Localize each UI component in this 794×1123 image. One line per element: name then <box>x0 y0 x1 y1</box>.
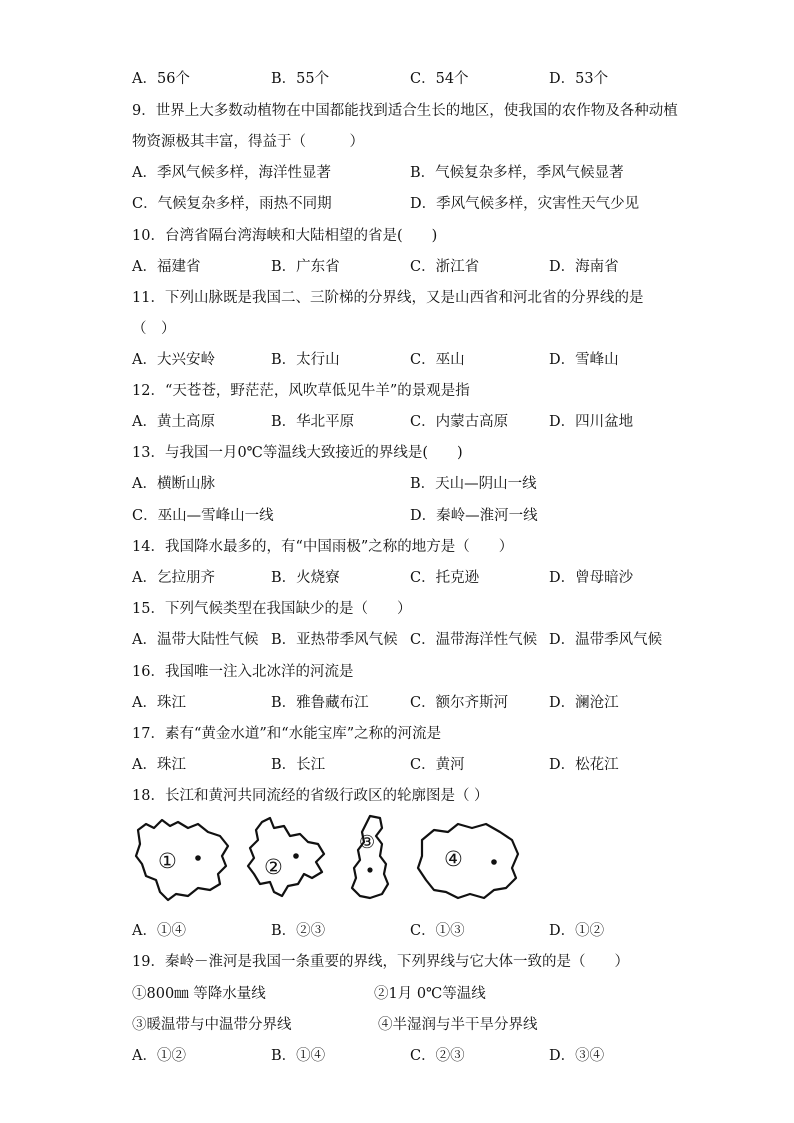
q9-option-a[interactable]: A．季风气候多样，海洋性显著 <box>132 165 331 181</box>
q19-item-4: ④半湿润与半干旱分界线 <box>378 1017 538 1033</box>
q10-option-a[interactable]: A．福建省 <box>132 259 201 275</box>
q16-options <box>132 691 692 711</box>
q18-option-d[interactable]: D．①② <box>549 923 605 939</box>
q14-stem: 14．我国降水最多的，有“中国雨极”之称的地方是（ ） <box>132 539 514 555</box>
q9-option-b[interactable]: B．气候复杂多样，季风气候显著 <box>410 165 624 181</box>
q13-options-row2 <box>132 504 692 524</box>
q8-option-c[interactable]: C．54个 <box>410 71 469 87</box>
q10-option-d[interactable]: D．海南省 <box>549 259 619 275</box>
q19-option-d[interactable]: D．③④ <box>549 1048 605 1064</box>
q19-option-b[interactable]: B．①④ <box>271 1048 326 1064</box>
province-map-4-label: ④ <box>444 847 463 871</box>
q9-option-c[interactable]: C．气候复杂多样，雨热不同期 <box>132 196 332 212</box>
q13-stem: 13．与我国一月0℃等温线大致接近的界线是( ) <box>132 445 463 461</box>
province-map-3-label: ③ <box>359 832 376 853</box>
q19-item-3: ③暖温带与中温带分界线 <box>132 1017 292 1033</box>
q18-option-c[interactable]: C．①③ <box>410 923 465 939</box>
q18-option-b[interactable]: B．②③ <box>271 923 326 939</box>
q18-stem: 18．长江和黄河共同流经的省级行政区的轮廓图是（ ） <box>132 788 489 804</box>
q19-option-c[interactable]: C．②③ <box>410 1048 465 1064</box>
province-map-2 <box>244 814 330 904</box>
q8-options <box>132 67 692 87</box>
q15-option-b[interactable]: B．亚热带季风气候 <box>271 632 398 648</box>
province-map-2-label: ② <box>264 855 283 879</box>
q11-option-c[interactable]: C．巫山 <box>410 352 465 368</box>
q13-option-b[interactable]: B．天山—阴山一线 <box>410 476 537 492</box>
q15-option-c[interactable]: C．温带海洋性气候 <box>410 632 538 648</box>
province-map-4 <box>414 818 522 902</box>
province-map-1 <box>132 816 232 902</box>
province-outline-maps <box>132 812 532 904</box>
province-map-3 <box>346 812 394 904</box>
q14-option-a[interactable]: A．乞拉朋齐 <box>132 570 215 586</box>
q10-stem: 10．台湾省隔台湾海峡和大陆相望的省是( ) <box>132 228 438 244</box>
q9-stem-line1: 9．世界上大多数动植物在中国都能找到适合生长的地区，使我国的农作物及各种动植 <box>132 103 678 119</box>
q16-stem: 16．我国唯一注入北冰洋的河流是 <box>132 664 354 680</box>
q12-stem: 12．“天苍苍，野茫茫，风吹草低见牛羊”的景观是指 <box>132 383 470 399</box>
q9-stem-line2: 物资源极其丰富，得益于（ ） <box>132 134 364 150</box>
q9-options-row2 <box>132 192 692 212</box>
q16-option-d[interactable]: D．澜沧江 <box>549 695 619 711</box>
q14-option-d[interactable]: D．曾母暗沙 <box>549 570 634 586</box>
q8-option-d[interactable]: D．53个 <box>549 71 609 87</box>
q11-stem-line1: 11．下列山脉既是我国二、三阶梯的分界线，又是山西省和河北省的分界线的是 <box>132 290 644 306</box>
q13-option-a[interactable]: A．横断山脉 <box>132 476 215 492</box>
q11-option-d[interactable]: D．雪峰山 <box>549 352 619 368</box>
q9-options-row1 <box>132 161 692 181</box>
q13-option-d[interactable]: D．秦岭—淮河一线 <box>410 508 538 524</box>
q16-option-b[interactable]: B．雅鲁藏布江 <box>271 695 369 711</box>
q10-options <box>132 255 692 275</box>
q19-options <box>132 1044 692 1064</box>
q17-option-c[interactable]: C．黄河 <box>410 757 465 773</box>
q19-item-1: ①800㎜ 等降水量线 <box>132 986 266 1002</box>
q19-stem: 19．秦岭－淮河是我国一条重要的界线，下列界线与它大体一致的是（ ） <box>132 954 629 970</box>
q17-options <box>132 753 692 773</box>
q8-option-b[interactable]: B．55个 <box>271 71 330 87</box>
q14-option-b[interactable]: B．火烧寮 <box>271 570 340 586</box>
q10-option-c[interactable]: C．浙江省 <box>410 259 480 275</box>
q17-option-d[interactable]: D．松花江 <box>549 757 619 773</box>
q12-options <box>132 410 692 430</box>
q12-option-d[interactable]: D．四川盆地 <box>549 414 634 430</box>
q19-item-2: ②1月 0℃等温线 <box>374 986 486 1002</box>
q11-stem-line2: （ ） <box>132 321 176 337</box>
q17-option-a[interactable]: A．珠江 <box>132 757 186 773</box>
q17-option-b[interactable]: B．长江 <box>271 757 326 773</box>
q13-options-row1 <box>132 472 692 492</box>
q14-options <box>132 566 692 586</box>
q15-stem: 15．下列气候类型在我国缺少的是（ ） <box>132 601 412 617</box>
q19-option-a[interactable]: A．①② <box>132 1048 186 1064</box>
q11-option-b[interactable]: B．太行山 <box>271 352 340 368</box>
q12-option-a[interactable]: A．黄土高原 <box>132 414 215 430</box>
q10-option-b[interactable]: B．广东省 <box>271 259 340 275</box>
q19-items-row2 <box>132 1013 692 1033</box>
q18-options <box>132 919 692 939</box>
q13-option-c[interactable]: C．巫山—雪峰山一线 <box>132 508 274 524</box>
q15-options <box>132 628 692 648</box>
q17-stem: 17．素有“黄金水道”和“水能宝库”之称的河流是 <box>132 726 442 742</box>
q16-option-c[interactable]: C．额尔齐斯河 <box>410 695 509 711</box>
q14-option-c[interactable]: C．托克逊 <box>410 570 480 586</box>
province-map-1-label: ① <box>158 849 177 873</box>
q11-options <box>132 348 692 368</box>
q9-option-d[interactable]: D．季风气候多样，灾害性天气少见 <box>410 196 640 212</box>
q12-option-b[interactable]: B．华北平原 <box>271 414 355 430</box>
q18-option-a[interactable]: A．①④ <box>132 923 186 939</box>
q15-option-a[interactable]: A．温带大陆性气候 <box>132 632 259 648</box>
q19-items-row1 <box>132 982 692 1002</box>
q12-option-c[interactable]: C．内蒙古高原 <box>410 414 509 430</box>
q16-option-a[interactable]: A．珠江 <box>132 695 186 711</box>
q11-option-a[interactable]: A．大兴安岭 <box>132 352 215 368</box>
q15-option-d[interactable]: D．温带季风气候 <box>549 632 663 648</box>
q8-option-a[interactable]: A．56个 <box>132 71 190 87</box>
